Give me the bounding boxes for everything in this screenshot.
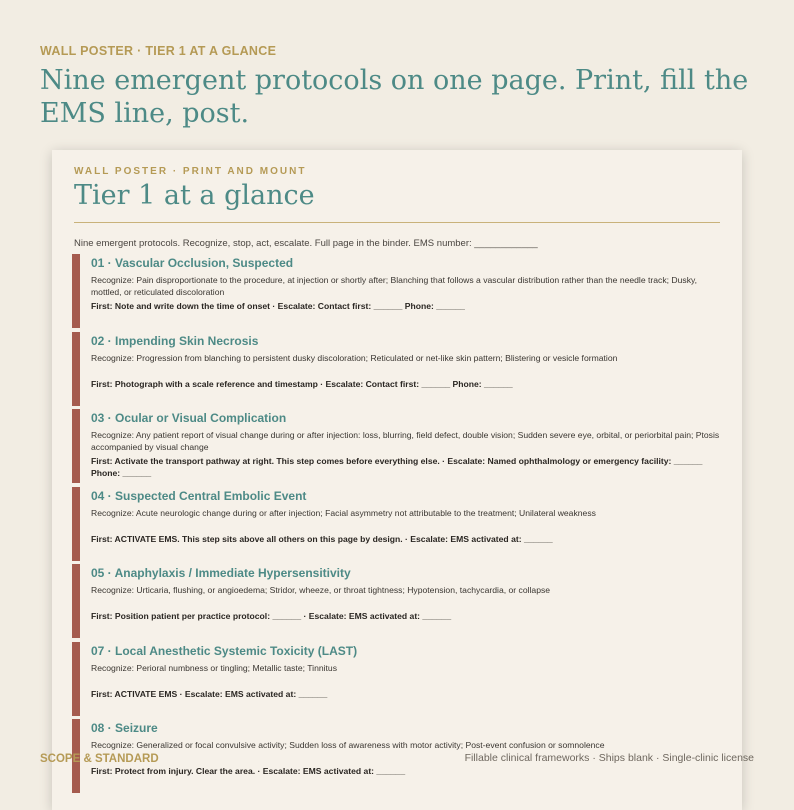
protocol-title: 07 · Local Anesthetic Systemic Toxicity (LAST) xyxy=(91,643,358,658)
protocol-first-step: First: Position patient per practice protocol: ______ · Escalate: EMS activated at: ______ xyxy=(91,611,452,621)
protocol-card xyxy=(72,332,722,406)
protocol-list xyxy=(72,254,722,797)
accent-bar xyxy=(72,642,80,716)
protocol-first-step: First: Protect from injury. Clear the area. · Escalate: EMS activated at: ______ xyxy=(91,766,406,776)
poster-intro: Nine emergent protocols. Recognize, stop, act, escalate. Full page in the binder. EMS number: ____________ xyxy=(74,238,538,249)
poster-preview xyxy=(52,150,742,810)
protocol-recognize: Recognize: Acute neurologic change during or after injection; Facial asymmetry not attributable to the treatment; Unilateral weakness xyxy=(91,507,596,518)
protocol-first-step: First: Note and write down the time of onset · Escalate: Contact first: ______ Phone: ______ xyxy=(91,301,465,311)
protocol-first-step: First: Activate the transport pathway at right. This step comes before everything else. · Escalate: Named ophthalmology or emergency facility: ______ Phone: ______ xyxy=(91,456,703,478)
page-headline: Nine emergent protocols on one page. Print, fill the EMS line, post. xyxy=(40,65,749,129)
accent-bar xyxy=(72,332,80,406)
poster-title: Tier 1 at a glance xyxy=(74,180,315,211)
protocol-card xyxy=(72,642,722,716)
protocol-recognize: Recognize: Perioral numbness or tingling; Metallic taste; Tinnitus xyxy=(91,662,337,673)
header-eyebrow: WALL POSTER · TIER 1 AT A GLANCE xyxy=(40,44,277,58)
protocol-first-step: First: Photograph with a scale reference and timestamp · Escalate: Contact first: ______ Phone: ______ xyxy=(91,378,513,389)
accent-bar xyxy=(72,254,80,328)
protocol-recognize: Recognize: Urticaria, flushing, or angioedema; Stridor, wheeze, or throat tightness; Hypotension, tachycardia, or collapse xyxy=(91,585,551,595)
title-divider xyxy=(74,222,720,223)
accent-bar xyxy=(72,409,80,483)
protocol-card xyxy=(72,564,722,638)
protocol-card xyxy=(72,487,722,561)
protocol-title: 04 · Suspected Central Embolic Event xyxy=(91,488,307,503)
protocol-title: 01 · Vascular Occlusion, Suspected xyxy=(91,256,294,270)
protocol-card xyxy=(72,254,722,328)
protocol-recognize: Recognize: Any patient report of visual change during or after injection: loss, blurring, field defect, double vision; Sudden severe eye, orbital, or periorbital pain; Ptosis accompanied by visual change xyxy=(91,430,720,452)
protocol-first-step: First: ACTIVATE EMS. This step sits above all others on this page by design. · Escalate: EMS activated at: ______ xyxy=(91,533,553,544)
protocol-first-step: First: ACTIVATE EMS · Escalate: EMS activated at: ______ xyxy=(91,688,328,699)
protocol-title: 02 · Impending Skin Necrosis xyxy=(91,333,259,348)
brand-name: SCOPE & STANDARD xyxy=(40,753,159,765)
protocol-recognize: Recognize: Pain disproportionate to the procedure, at injection or shortly after; Blanching that follows a vascular distribution rather than the needle track; Dusky, mottled, or reticulated discoloration xyxy=(91,275,698,297)
protocol-title: 03 · Ocular or Visual Complication xyxy=(91,411,287,425)
accent-bar xyxy=(72,564,80,638)
poster-eyebrow: WALL POSTER · PRINT AND MOUNT xyxy=(74,166,307,177)
product-tagline: Fillable clinical frameworks · Ships blank · Single-clinic license xyxy=(464,752,754,764)
protocol-recognize: Recognize: Progression from blanching to persistent dusky discoloration; Reticulated or net-like skin pattern; Blistering or vesicle formation xyxy=(91,352,618,363)
protocol-card xyxy=(72,409,722,483)
protocol-recognize: Recognize: Generalized or focal convulsive activity; Sudden loss of awareness with motor activity; Post-event confusion or somnolence xyxy=(91,740,605,750)
protocol-title: 05 · Anaphylaxis / Immediate Hypersensitivity xyxy=(91,566,351,580)
protocol-title: 08 · Seizure xyxy=(91,721,158,735)
accent-bar xyxy=(72,487,80,561)
